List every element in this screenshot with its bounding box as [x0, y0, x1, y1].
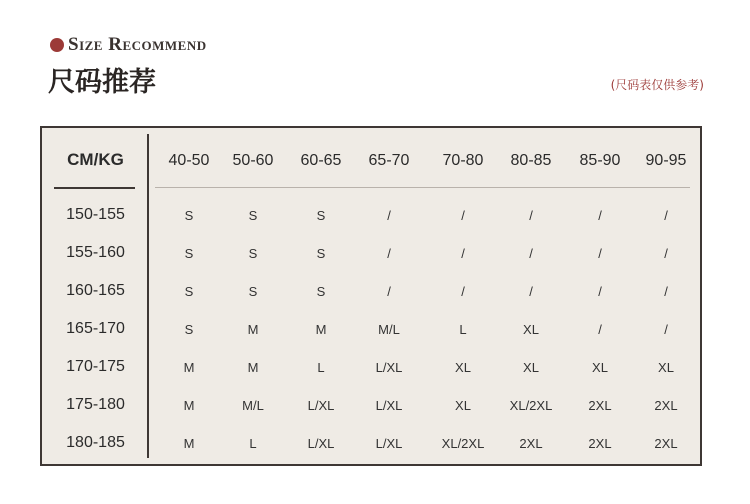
size-cell: M/L — [378, 322, 400, 337]
size-cell: 2XL — [654, 398, 678, 413]
size-cell: XL — [523, 360, 539, 375]
size-cell: / — [461, 208, 465, 223]
size-cell: L/XL — [375, 360, 403, 375]
size-cell: / — [529, 246, 533, 261]
size-cell: L — [317, 360, 325, 375]
size-cell: M — [183, 398, 195, 413]
column-header-weight: 40-50 — [168, 152, 210, 169]
column-header-weight: 90-95 — [645, 152, 687, 169]
size-cell: 2XL — [654, 436, 678, 451]
size-cell: L/XL — [307, 436, 335, 451]
column-header-weight: 50-60 — [232, 152, 274, 169]
column-header-weight: 80-85 — [510, 152, 552, 169]
size-cell: S — [248, 284, 258, 299]
size-cell: M — [247, 322, 259, 337]
size-cell: / — [598, 208, 602, 223]
size-cell: / — [598, 322, 602, 337]
size-cell: XL — [658, 360, 674, 375]
size-cell: / — [387, 284, 391, 299]
size-cell: L/XL — [307, 398, 335, 413]
size-cell: M — [183, 360, 195, 375]
size-cell: S — [316, 246, 326, 261]
size-cell: XL/2XL — [509, 398, 553, 413]
row-header-height: 180-185 — [66, 434, 125, 451]
size-cell: / — [387, 208, 391, 223]
size-cell: M — [315, 322, 327, 337]
column-header-weight: 70-80 — [442, 152, 484, 169]
corner-label: CM/KG — [67, 150, 124, 169]
size-cell: L — [459, 322, 467, 337]
row-header-height: 175-180 — [66, 396, 125, 413]
header-underline — [155, 187, 690, 188]
size-cell: / — [598, 284, 602, 299]
section-title — [50, 34, 207, 56]
size-cell: M — [183, 436, 195, 451]
size-cell: 2XL — [588, 436, 612, 451]
row-header-height: 160-165 — [66, 282, 125, 299]
size-cell: XL — [455, 398, 471, 413]
size-table — [40, 126, 702, 466]
size-cell: M/L — [242, 398, 264, 413]
size-cell: S — [316, 284, 326, 299]
size-cell: L/XL — [375, 436, 403, 451]
column-header-weight: 60-65 — [300, 152, 342, 169]
row-header-height: 165-170 — [66, 320, 125, 337]
size-cell: S — [248, 246, 258, 261]
size-cell: S — [184, 322, 194, 337]
size-cell: S — [184, 246, 194, 261]
size-cell: 2XL — [519, 436, 543, 451]
size-cell: L — [249, 436, 257, 451]
row-header-height: 170-175 — [66, 358, 125, 375]
column-header-weight: 85-90 — [579, 152, 621, 169]
size-cell: XL — [523, 322, 539, 337]
size-cell: 2XL — [588, 398, 612, 413]
size-cell: S — [184, 208, 194, 223]
size-cell: XL — [592, 360, 608, 375]
size-cell: S — [248, 208, 258, 223]
row-header-height: 155-160 — [66, 244, 125, 261]
size-cell: XL/2XL — [441, 436, 485, 451]
size-cell: L/XL — [375, 398, 403, 413]
size-cell: / — [664, 246, 668, 261]
size-cell: / — [598, 246, 602, 261]
size-cell: S — [316, 208, 326, 223]
size-cell: S — [184, 284, 194, 299]
reference-note: (尺码表仅供参考) — [610, 78, 704, 92]
size-cell: M — [247, 360, 259, 375]
title-english: Size Recommend — [68, 34, 207, 55]
size-cell: / — [461, 284, 465, 299]
size-cell: / — [529, 284, 533, 299]
size-cell: / — [664, 322, 668, 337]
size-cell: / — [529, 208, 533, 223]
header-divider — [54, 187, 135, 189]
size-cell: / — [664, 284, 668, 299]
size-cell: / — [664, 208, 668, 223]
size-cell: / — [387, 246, 391, 261]
title-chinese: 尺码推荐 — [48, 67, 156, 98]
bullet-dot-icon — [50, 38, 64, 52]
column-header-weight: 65-70 — [368, 152, 410, 169]
row-header-height: 150-155 — [66, 206, 125, 223]
size-cell: XL — [455, 360, 471, 375]
size-cell: / — [461, 246, 465, 261]
